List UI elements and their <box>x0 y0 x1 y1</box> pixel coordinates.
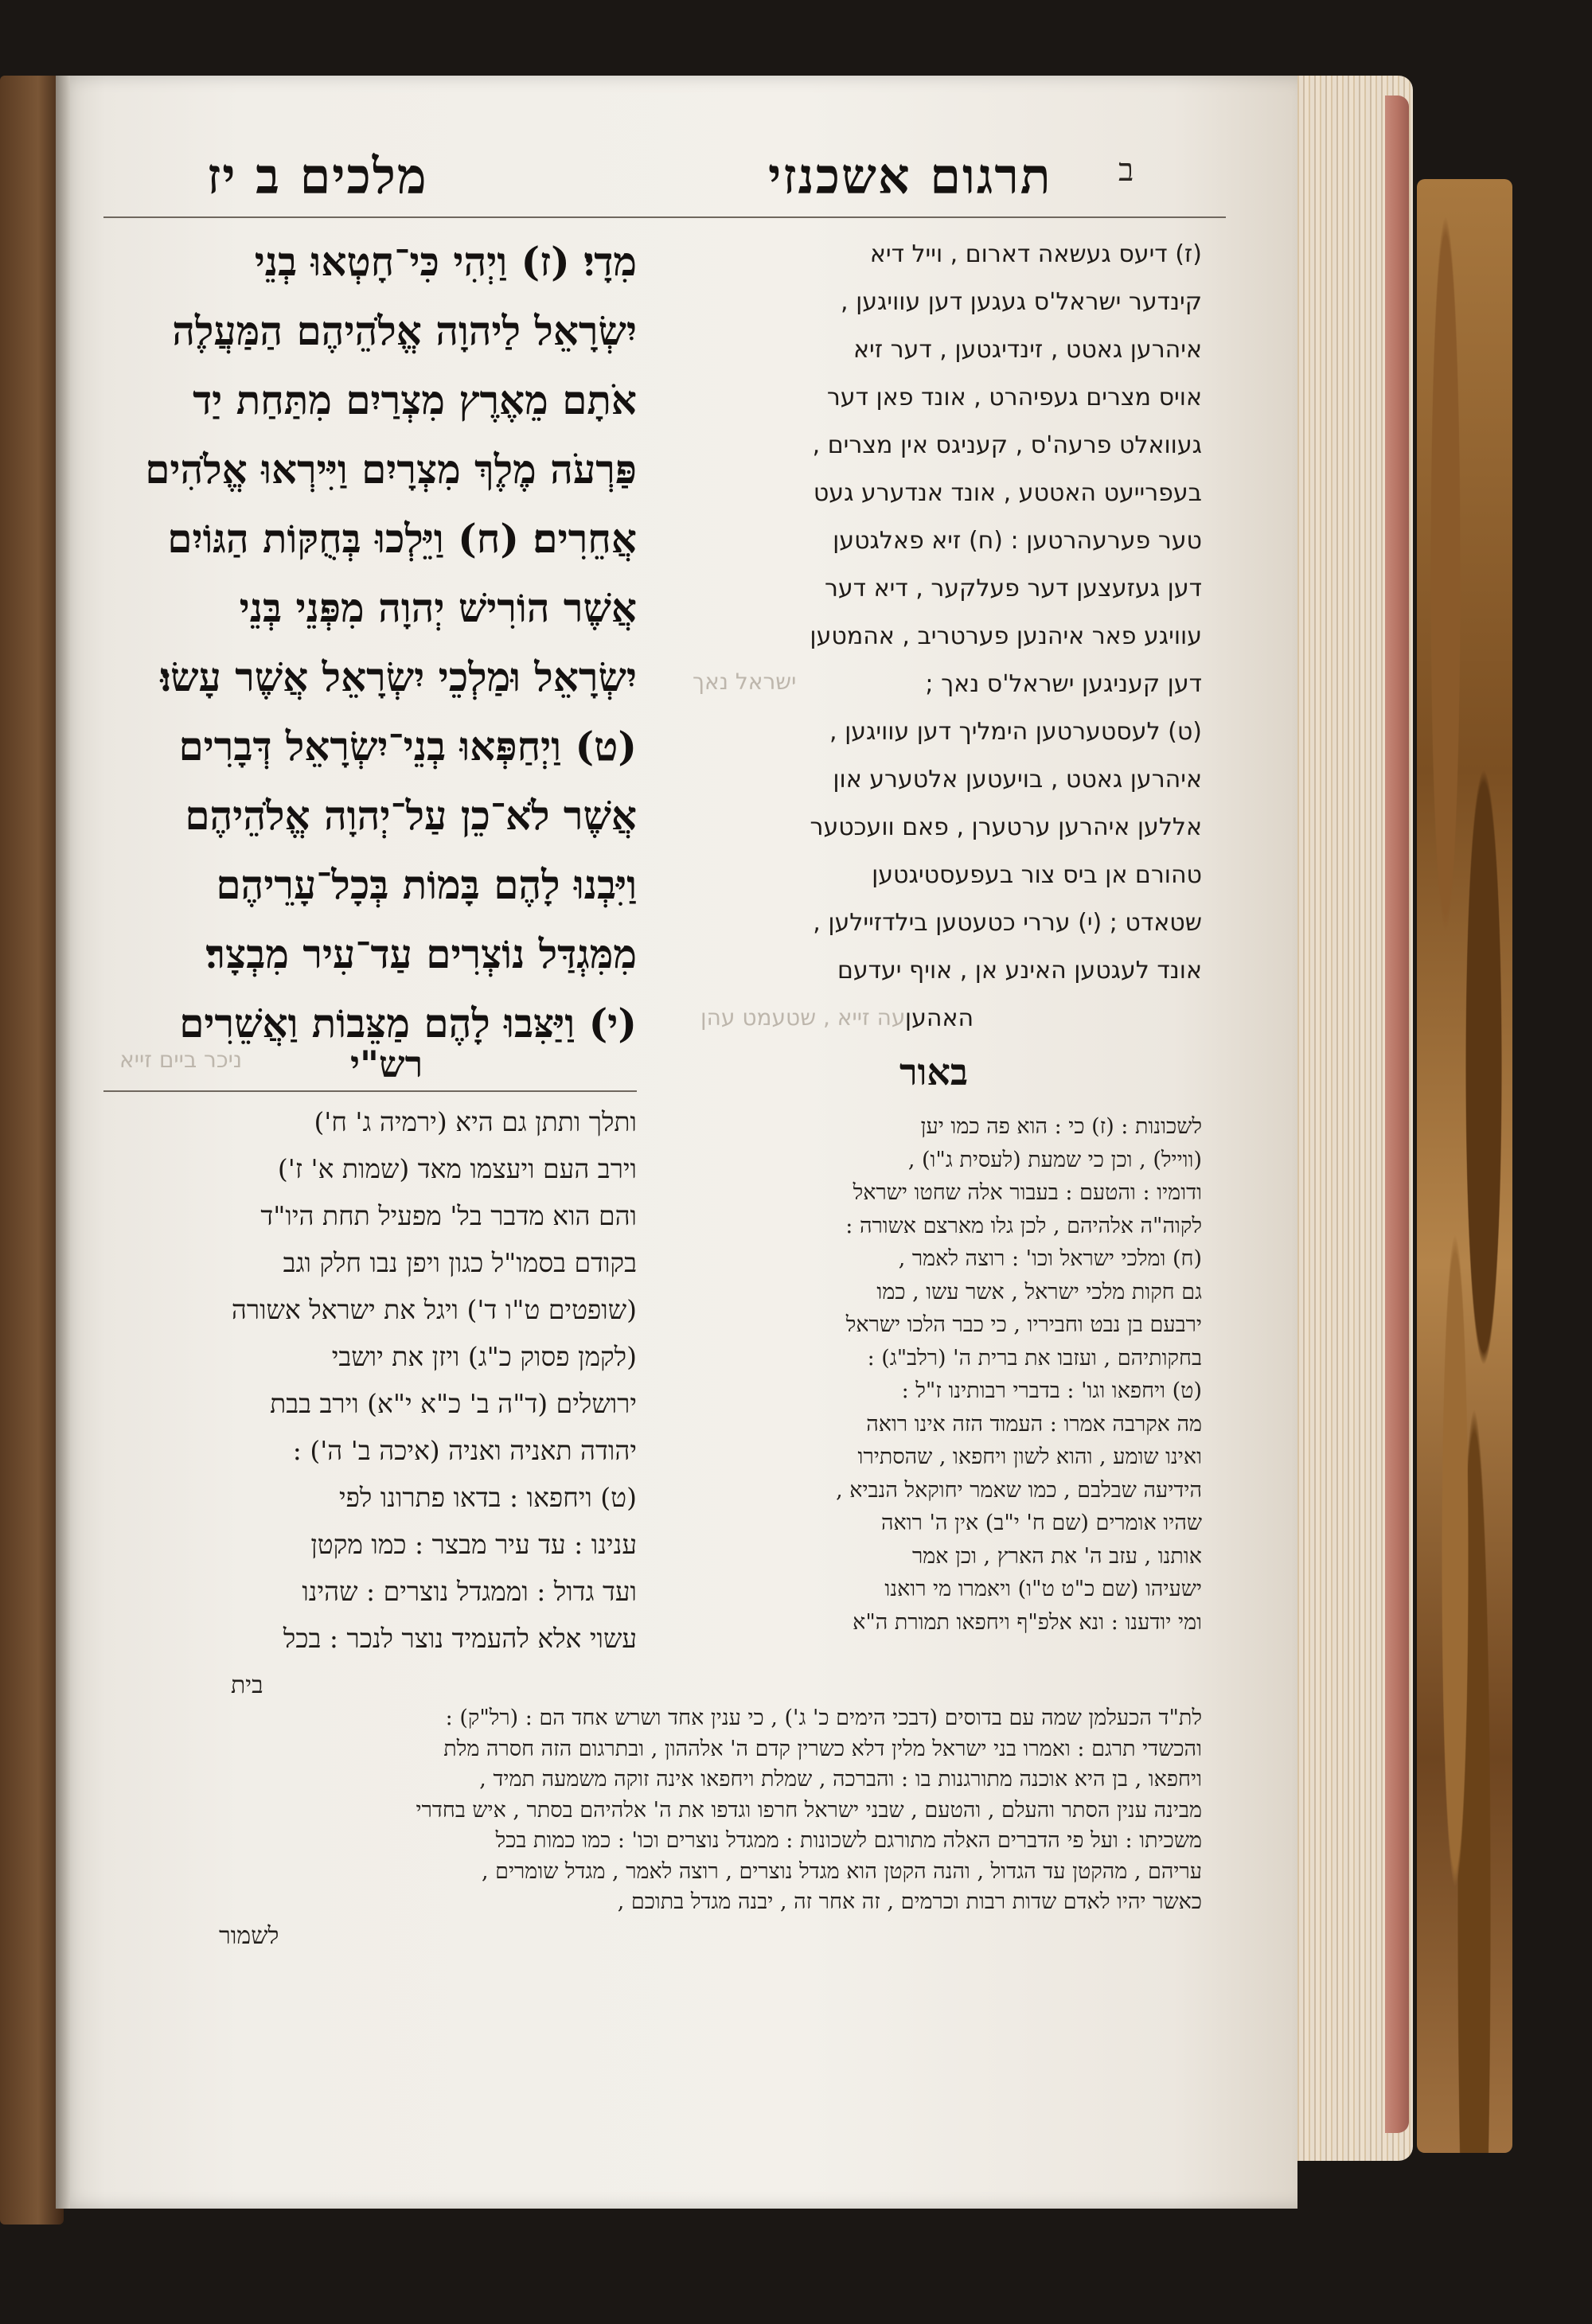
bible-line: מִמִּגְדַּל נוֹצְרִים עַד־עִיר מִבְצָר׃ <box>205 930 637 977</box>
biur-heading: באור <box>899 1051 969 1094</box>
biur-line: בחקותיהם , ועזבו את ברית ה' (רלב"ג) : <box>867 1345 1202 1371</box>
rashi-line: (לקמן פסוק כ"ג) ויזן את יושבי <box>331 1341 637 1372</box>
bible-text-column <box>100 227 637 1058</box>
biur-line: ומי יודענו : ונא אלפ"ף ויחפאו תמורת ה"א <box>853 1609 1202 1635</box>
bible-line: יִשְׂרָאֵל לַיהוָה אֱלֹהֵיהֶם הַמַּעֲלֶה <box>172 307 637 354</box>
rashi-catchword: בית <box>231 1671 263 1699</box>
bible-line: פַּרְעֹה מֶלֶךְ מִצְרָיִם וַיִּירְאוּ אֱלֹהִים <box>145 446 637 493</box>
targum-line: דען קעניגען ישראל'ס נאך ; <box>925 670 1202 698</box>
rashi-line: (ט) ויחפאו : בדאו פתרונו לפי <box>338 1482 637 1513</box>
targum-line: האהען <box>904 1004 974 1032</box>
running-head-right: תרגום אשכנזי <box>768 147 1052 205</box>
targum-line: (ז) דיעס געשאה דארום , וייל דיא <box>869 240 1202 268</box>
bleed-through-text: ישראל נאך <box>693 669 797 695</box>
targum-line: טהורם אן ביס צור בעפעסטיגטען <box>872 861 1202 889</box>
bible-line: יִשְׂרָאֵל וּמַלְכֵי יִשְׂרָאֵל אֲשֶׁר עָשׂוּ׃ <box>160 653 637 700</box>
targum-line: געוואלט פרעה'ס , קעניגס אין מצרים , <box>812 431 1202 459</box>
page-gutter <box>56 76 70 2209</box>
book-cover-right-marbled <box>1417 179 1512 2153</box>
rashi-line: והם הוא מדבר בל' מפעיל תחת היו"ד <box>260 1200 637 1231</box>
bible-line: אֲחֵרִים׃ (ח) וַיֵּלְכוּ בְּחֻקּוֹת הַגּוֹיִם <box>167 515 637 562</box>
targum-line: קינדער ישראל'ס געגען דען עוויגען , <box>841 288 1202 316</box>
footnote-line: לת"ד הכעלמן שמה עם בדוסים (דבכי הימים כ' ג') , כי ענין אחד ושרש אחד הם : (רל"ק) : <box>445 1706 1202 1730</box>
biur-line: לקוה"ה אלהיהם , לכן גלו מארצם אשורה : <box>845 1213 1202 1238</box>
footnotes-block <box>103 1703 1202 1918</box>
footnote-line: עריהם , מהקטן עד הגדול , והנה הקטן הוא מגדל נוצרים , רוצה לאמר , מגדל שומרים , <box>481 1858 1202 1884</box>
rashi-line: (שופטים ט"ו ד') ויגל את ישראל אשורה <box>231 1294 637 1325</box>
footnote-line: והכשדי תרגם : ואמרו בני ישראל מלין דלא כשרין קדם ה' אלההון , ובתרגום הזה חסרה מלת <box>443 1736 1202 1761</box>
biur-line: (ח) ומלכי ישראל וכו' : רוצה לאמר , <box>898 1246 1202 1271</box>
targum-line: שטאדט ; (י) עררי כטעטען בילדזיילען , <box>813 909 1202 937</box>
targum-line: אויס מצרים געפיהרט , אונד פאן דער <box>826 384 1202 411</box>
targum-line: (ט) לעסטערטען הימליך דען עוויגען , <box>829 718 1202 746</box>
book-cover-left <box>0 76 64 2225</box>
targum-line: אונד לעגטען האינע אן , אויף יעדעם <box>837 957 1202 985</box>
rashi-line: ענינו : עד עיר מבצר : כמו מקטן <box>310 1529 637 1560</box>
bleed-through-text: ניכר ביים זייא <box>119 1047 243 1073</box>
bible-line: מִדָי׃ (ז) וַיְהִי כִּי־חָטְאוּ בְנֵי <box>254 238 637 285</box>
footnote-line: ויחפאו , בן היא אוכנה מתורגנות בו : והברכה , שמלת ויחפאו אינה זוקה משמעה תמיד , <box>479 1767 1202 1792</box>
footnote-line: כאשר יהיו לאדם שדות רבות וכרמים , זה אחר זה , יבנה מגדל בתוכם , <box>617 1889 1202 1914</box>
rashi-line: ועד גדול : וממגדל נוצרים : שהינו <box>302 1576 637 1607</box>
rashi-heading: רש"י <box>350 1043 423 1086</box>
bible-line: וַיִּבְנוּ לָהֶם בָּמוֹת בְּכָל־עָרֵיהֶם <box>216 861 637 908</box>
targum-line: עוויגע פאר איהנען פערטריב , אהמטען <box>810 622 1202 650</box>
footnote-catchword: לשמור <box>219 1922 279 1950</box>
biur-line: ירבעם בן נבט וחביריו , כי כבר הלכו ישראל <box>845 1312 1202 1337</box>
footnote-line: משכיתו : ועל פי הדברים האלה מתורגם לשכונות : ממגדל נוצרים וכו' : כמו כמות בכל <box>495 1828 1202 1853</box>
header-rule <box>103 216 1226 218</box>
biur-line: גם חקות מלכי ישראל , אשר עשו , כמו <box>876 1279 1202 1304</box>
biur-line: לשכונות : (ז) כי : הוא פה כמו יען <box>920 1114 1202 1139</box>
targum-line: דען געזעצען דער פעלקער , דיא דער <box>824 575 1202 602</box>
page-mark: ב <box>1118 152 1134 189</box>
biur-line: ישעיהו (שם כ"ט ט"ו) ויאמרו מי רואנו <box>884 1577 1202 1601</box>
biur-line: מה אקרבה אמרו : העמוד הזה אינו רואה <box>866 1411 1202 1437</box>
rashi-line: וירב העם ויעצמו מאד (שמות א' ז') <box>277 1153 637 1184</box>
bible-line: אֲשֶׁר לֹא־כֵן עַל־יְהוָה אֱלֹהֵיהֶם <box>185 792 637 839</box>
bible-line: אֲשֶׁר הוֹרִישׁ יְהוָה מִפְּנֵי בְּנֵי <box>239 584 637 631</box>
biur-line: אותנו , עזב ה' את הארץ , וכן אמר <box>911 1543 1202 1569</box>
footnote-line: מבינה ענין הסתר והעלם , והטעם , שבני ישראל חרפו וגדפו את ה' אלהיהם בסתר , איש בחדרי <box>416 1797 1202 1823</box>
targum-line: בעפרייעט האטטע , אונד אנדערע געט <box>813 479 1202 507</box>
bleed-through-text: עה זייא , שטעמט עהן <box>700 1004 906 1031</box>
bible-line: אֹתָם מֵאֶרֶץ מִצְרַיִם מִתַּחַת יַד <box>193 376 637 423</box>
rashi-rule <box>103 1090 637 1092</box>
targum-column <box>677 231 1202 1043</box>
targum-line: איהרען גאטט , בויעטען אלטערע און <box>833 766 1202 794</box>
rashi-column <box>103 1098 637 1662</box>
bible-line: (ט) וַיְחַפְּאוּ בְנֵי־יִשְׂרָאֵל דְּבָרִים <box>178 723 637 770</box>
biur-line: (ט) ויחפאו וגו' : בדברי רבותינו ז"ל : <box>901 1378 1202 1403</box>
biur-line: הידיעה שבלבם , כמו שאמר יחוקאל הנביא , <box>836 1477 1202 1503</box>
targum-line: טער פערעהרטען : (ח) זיא פאלגטען <box>833 527 1202 555</box>
targum-line: אללען איהרען ערטערן , פאם וועכטער <box>810 813 1202 841</box>
rashi-line: ירושלים (ד"ה ב' כ"א י"א) וירב בבת <box>270 1388 637 1419</box>
biur-line: ואינו שומע , והוא לשון ויחפאו , שהסתירו <box>857 1445 1202 1469</box>
rashi-line: ותלך ותתן גם היא (ירמיה ג' ח') <box>314 1106 637 1137</box>
biur-line: שהיו אומרים (שם ח' י"ב) אין ה' רואה <box>881 1511 1202 1535</box>
running-head-left: מלכים ב יז <box>207 147 428 205</box>
bible-line: (י) וַיַּצִּבוּ לָהֶם מַצֵּבוֹת וַאֲשֵׁרִים <box>179 1000 637 1047</box>
rashi-line: בקודם בסמו"ל כגון ויפן נבו חלק וגב <box>283 1247 637 1278</box>
biur-line: ודומיו : והטעם : בעבור אלה שחטו ישראל <box>853 1180 1202 1205</box>
red-page-edge <box>1385 96 1409 2133</box>
targum-line: איהרען גאטט , זינדיגטען , דער זיא <box>853 336 1202 364</box>
biur-line: (ווייל) , וכן כי שמעת (לעסית ג"ו) , <box>907 1147 1202 1172</box>
biur-column <box>673 1110 1202 1639</box>
rashi-line: יהודה תאניה ואניה (איכה ב' ה') : <box>292 1435 637 1466</box>
rashi-line: עשוי אלא להעמיד נוצר לנכר : בכל <box>283 1623 637 1654</box>
